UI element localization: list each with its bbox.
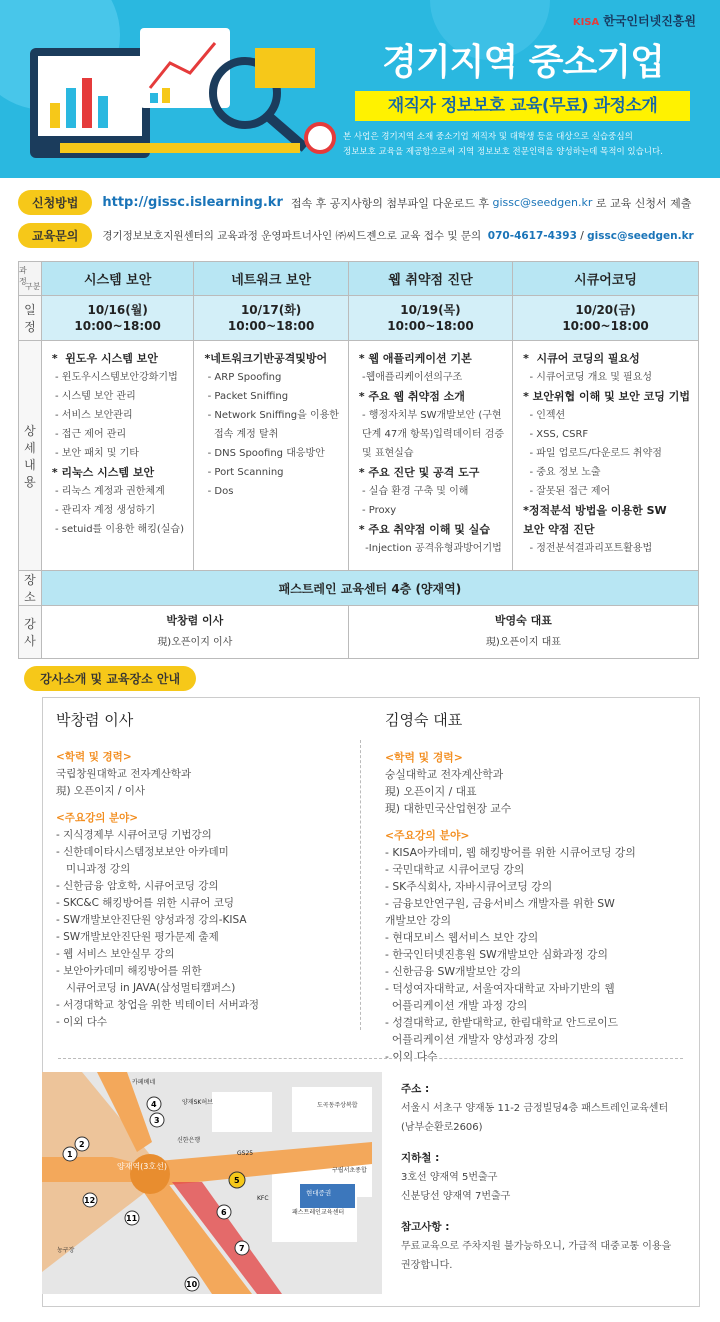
career-title: <학력 및 경력>: [385, 751, 463, 764]
apply-url-link[interactable]: http://gissc.islearning.kr: [102, 195, 283, 210]
subway-line: 3호선 양재역 5번출구: [401, 1172, 498, 1183]
areas-title: <주요강의 분야>: [56, 812, 139, 824]
list-item: - 웹 서비스 보안실무 강의: [56, 948, 175, 960]
list-item: - 이외 다수: [385, 1050, 438, 1063]
apply-text2: 로 교육 신청서 제출: [595, 196, 692, 210]
inquiry-row: [18, 223, 694, 248]
schedule-table: [18, 261, 699, 659]
career-list: [56, 766, 346, 800]
list-item: - 신한금융 SW개발보안 강의: [385, 965, 522, 978]
list-item: 국립창원대학교 전자계산학과: [56, 768, 192, 780]
list-item: - 성결대학교, 한밭대학교, 한림대학교 안드로이드: [385, 1016, 619, 1029]
areas-list: [56, 827, 346, 1031]
course-header: 네트워크 보안: [194, 262, 348, 296]
detail-heading: *네트워크기반공격및방어: [204, 352, 328, 365]
list-item: - 이외 다수: [56, 1016, 108, 1028]
map-illustration-icon: [42, 1072, 382, 1294]
detail-item: - Port Scanning: [204, 467, 284, 478]
list-item: - 신한금융 암호학, 시큐어코딩 강의: [56, 880, 219, 892]
detail-item: - 중요 정보 노출: [523, 467, 601, 478]
note-line: 무료교육으로 주차지원 불가능하오니, 가급적 대중교통 이용을: [401, 1241, 672, 1252]
detail-heading: *정적분석 방법을 이용한 SW: [523, 504, 667, 517]
course-detail: [348, 341, 512, 571]
inquiry-phone: 070-4617-4393: [487, 229, 577, 242]
svg-text:양재SK허브: 양재SK허브: [182, 1099, 213, 1106]
svg-text:신한은행: 신한은행: [177, 1137, 201, 1144]
detail-heading: 보안 약점 진단: [523, 523, 595, 536]
lecturer-name: 박창렴 이사: [56, 711, 134, 729]
address-line: (남부순환로2606): [401, 1122, 483, 1133]
list-item: 現) 대한민국산업현장 교수: [385, 802, 512, 815]
detail-item: - 시큐어코딩 개요 및 필요성: [523, 372, 653, 383]
detail-item: - 파일 업로드/다운로드 취약점: [523, 448, 662, 459]
detail-item: - 관리자 계정 생성하기: [51, 505, 156, 516]
inquiry-label: 교육문의: [18, 223, 92, 248]
course-date: 10/19(목) 10:00~18:00: [348, 296, 512, 341]
divider: [58, 1058, 683, 1059]
career-list: [385, 766, 695, 817]
detail-item: - XSS, CSRF: [523, 429, 589, 440]
course-date: 10/20(금) 10:00~18:00: [513, 296, 699, 341]
apply-row: [18, 190, 691, 215]
svg-text:도곡동주상복합: 도곡동주상복합: [317, 1102, 358, 1109]
list-item: 어플리케이션 개발 과정 강의: [385, 999, 528, 1012]
detail-item: - 서비스 보안관리: [51, 410, 133, 421]
detail-item: - 보안 패치 및 기타: [51, 448, 139, 459]
location-info: [401, 1080, 691, 1275]
table-corner: 과정 구분: [19, 262, 42, 296]
detail-item: - Proxy: [358, 505, 397, 516]
detail-item: - Packet Sniffing: [204, 391, 289, 402]
detail-heading: * 윈도우 시스템 보안: [51, 352, 158, 365]
detail-item: - 실습 환경 구축 및 이해: [358, 486, 469, 497]
address-line: 서울시 서초구 양재동 11-2 금정빌딩4층 패스트레인교육센터: [401, 1103, 669, 1114]
detail-item: -Injection 공격유형과방어기법: [358, 543, 502, 554]
detail-heading: * 리눅스 시스템 보안: [51, 466, 155, 479]
detail-item: 및 표현실습: [358, 448, 414, 459]
detail-item: 접속 계정 탈취: [204, 429, 279, 440]
course-date: 10/17(화) 10:00~18:00: [194, 296, 348, 341]
svg-text:7: 7: [239, 1244, 245, 1253]
divider: [360, 740, 361, 1030]
detail-heading: * 시큐어 코딩의 필요성: [523, 352, 640, 365]
header-banner: [0, 0, 720, 178]
list-item: - SK주식회사, 자바시큐어코딩 강의: [385, 880, 553, 893]
list-item: 개발보안 강의: [385, 914, 452, 927]
course-header: 웹 취약점 진단: [348, 262, 512, 296]
course-detail: [513, 341, 699, 571]
svg-text:3: 3: [154, 1116, 160, 1125]
course-date: 10/16(월) 10:00~18:00: [41, 296, 194, 341]
areas-title: <주요강의 분야>: [385, 829, 470, 842]
section-label: 강사소개 및 교육장소 안내: [24, 666, 196, 691]
list-item: 시큐어코딩 in JAVA(삼성멀티캠퍼스): [56, 982, 236, 994]
detail-item: - 접근 제어 관리: [51, 429, 127, 440]
list-item: - 국민대학교 시큐어코딩 강의: [385, 863, 525, 876]
subway-line: 신분당선 양재역 7번출구: [401, 1191, 511, 1202]
apply-email-link[interactable]: gissc@seedgen.kr: [492, 196, 593, 209]
address-title: 주소 :: [401, 1083, 430, 1095]
list-item: - SW개발보안진단원 양성과정 강의-KISA: [56, 914, 247, 926]
list-item: 現) 오픈이지 / 이사: [56, 785, 146, 797]
row-label-date: 일정: [19, 296, 42, 341]
lecturer-cell: 박창렴 이사 現)오픈이지 이사: [41, 606, 348, 659]
svg-text:6: 6: [221, 1208, 227, 1217]
banner-description: 본 사업은 경기지역 소재 중소기업 재직자 및 대학생 등을 대상으로 실습중심의 정보보호 교육을 제공함으로써 지역 정보보호 전문인력을 양성하는데 목적이 있습니다.: [343, 132, 663, 157]
row-label-place: 장소: [19, 571, 42, 606]
svg-text:4: 4: [151, 1100, 157, 1109]
subway-title: 지하철 :: [401, 1152, 440, 1164]
detail-item: -웹애플리케이션의구조: [358, 372, 463, 383]
list-item: 미니과정 강의: [56, 863, 131, 875]
infographic-illustration-icon: [20, 8, 340, 173]
list-item: - 보안아카데미 해킹방어를 위한: [56, 965, 202, 977]
detail-heading: * 주요 웹 취약점 소개: [358, 390, 465, 403]
detail-heading: * 주요 취약점 이해 및 실습: [358, 523, 490, 536]
detail-item: - 인젝션: [523, 410, 566, 421]
row-label-detail: 상세 내용: [19, 341, 42, 571]
list-item: 숭실대학교 전자계산학과: [385, 768, 504, 781]
detail-item: - 리눅스 계정과 권한체계: [51, 486, 165, 497]
detail-item: - DNS Spoofing 대응방안: [204, 448, 325, 459]
detail-item: - 잘못된 접근 제어: [523, 486, 611, 497]
detail-heading: * 웹 애플리케이션 기본: [358, 352, 472, 365]
lecturer-cell: 박영숙 대표 現)오픈이지 대표: [348, 606, 698, 659]
lecturer1-profile: [56, 712, 346, 1031]
detail-item: - 윈도우시스템보안강화기법: [51, 372, 178, 383]
list-item: 現) 오픈이지 / 대표: [385, 785, 477, 798]
svg-text:카페베네: 카페베네: [132, 1079, 156, 1086]
list-item: - SW개발보안진단원 평가문제 출제: [56, 931, 219, 943]
svg-text:1: 1: [67, 1150, 73, 1159]
kisa-logo: KISA 한국인터넷진흥원: [572, 14, 696, 28]
career-title: <학력 및 경력>: [56, 751, 132, 763]
course-detail: [194, 341, 348, 571]
list-item: - 신한데이타시스템정보보안 아카데미: [56, 846, 229, 858]
detail-item: - 정전분석결과리포트활용법: [523, 543, 653, 554]
detail-item: - 시스템 보안 관리: [51, 391, 136, 402]
list-item: 어플리케이션 개발자 양성과정 강의: [385, 1033, 559, 1046]
detail-item: - Network Sniffing을 이용한: [204, 410, 339, 421]
place-value: 패스트레인 교육센터 4층 (양재역): [41, 571, 698, 606]
detail-item: 단계 47개 항목)입력데이터 검증: [358, 429, 505, 440]
list-item: - 지식경제부 시큐어코딩 기법강의: [56, 829, 212, 841]
svg-text:KFC: KFC: [257, 1195, 269, 1202]
svg-text:양재역(3호선): 양재역(3호선): [117, 1162, 167, 1171]
svg-text:현대증권: 현대증권: [306, 1189, 332, 1197]
svg-text:11: 11: [126, 1214, 138, 1223]
detail-item: - setuid를 이용한 해킹(실습): [51, 524, 184, 535]
inquiry-email-link[interactable]: gissc@seedgen.kr: [587, 229, 694, 242]
list-item: - 서경대학교 창업을 위한 빅테이터 서버과정: [56, 999, 260, 1011]
list-item: - SKC&C 해킹방어를 위한 시큐어 코딩: [56, 897, 235, 909]
detail-heading: * 보안위협 이해 및 보안 코딩 기법: [523, 390, 690, 403]
svg-text:패스트레인교육센터: 패스트레인교육센터: [292, 1209, 345, 1216]
svg-text:GS25: GS25: [237, 1150, 254, 1157]
course-header: 시스템 보안: [41, 262, 194, 296]
detail-item: - Dos: [204, 486, 234, 497]
svg-text:구립서초종합: 구립서초종합: [332, 1167, 367, 1174]
detail-heading: * 주요 진단 및 공격 도구: [358, 466, 480, 479]
course-detail: [41, 341, 194, 571]
svg-text:12: 12: [84, 1196, 96, 1205]
page-title: 경기지역 중소기업: [382, 42, 664, 83]
inquiry-sep: /: [580, 229, 584, 242]
list-item: - 덕성여자대학교, 서울여자대학교 자바기반의 웹: [385, 982, 615, 995]
lecturer2-profile: [385, 712, 695, 1065]
svg-text:10: 10: [186, 1280, 198, 1289]
detail-item: - ARP Spoofing: [204, 372, 282, 383]
detail-item: - 행정자치부 SW개발보안 (구현: [358, 410, 502, 421]
svg-text:농구장: 농구장: [57, 1247, 75, 1254]
list-item: - KISA아카데미, 웹 해킹방어를 위한 시큐어코딩 강의: [385, 846, 636, 859]
note-title: 참고사항 :: [401, 1221, 450, 1233]
svg-text:5: 5: [234, 1176, 240, 1185]
inquiry-text: 경기정보보호지원센터의 교육과정 운영파트너사인 ㈜씨드젠으로 교육 접수 및 문의: [102, 230, 482, 242]
apply-text: 접속 후 공지사항의 첨부파일 다운로드 후: [290, 196, 489, 210]
list-item: - 현대모비스 웹서비스 보안 강의: [385, 931, 539, 944]
apply-label: 신청방법: [18, 190, 92, 215]
page-subtitle: 재직자 정보보호 교육(무료) 과정소개: [355, 91, 690, 121]
svg-text:2: 2: [79, 1140, 85, 1149]
location-map[interactable]: [42, 1072, 382, 1294]
course-header: 시큐어코딩: [513, 262, 699, 296]
list-item: - 금융보안연구원, 금융서비스 개발자를 위한 SW: [385, 897, 615, 910]
lecturer-name: 김영숙 대표: [385, 711, 463, 729]
list-item: - 한국인터넷진흥원 SW개발보안 심화과정 강의: [385, 948, 608, 961]
areas-list: [385, 844, 695, 1065]
note-line: 권장합니다.: [401, 1260, 453, 1271]
row-label-lecturer: 강사: [19, 606, 42, 659]
